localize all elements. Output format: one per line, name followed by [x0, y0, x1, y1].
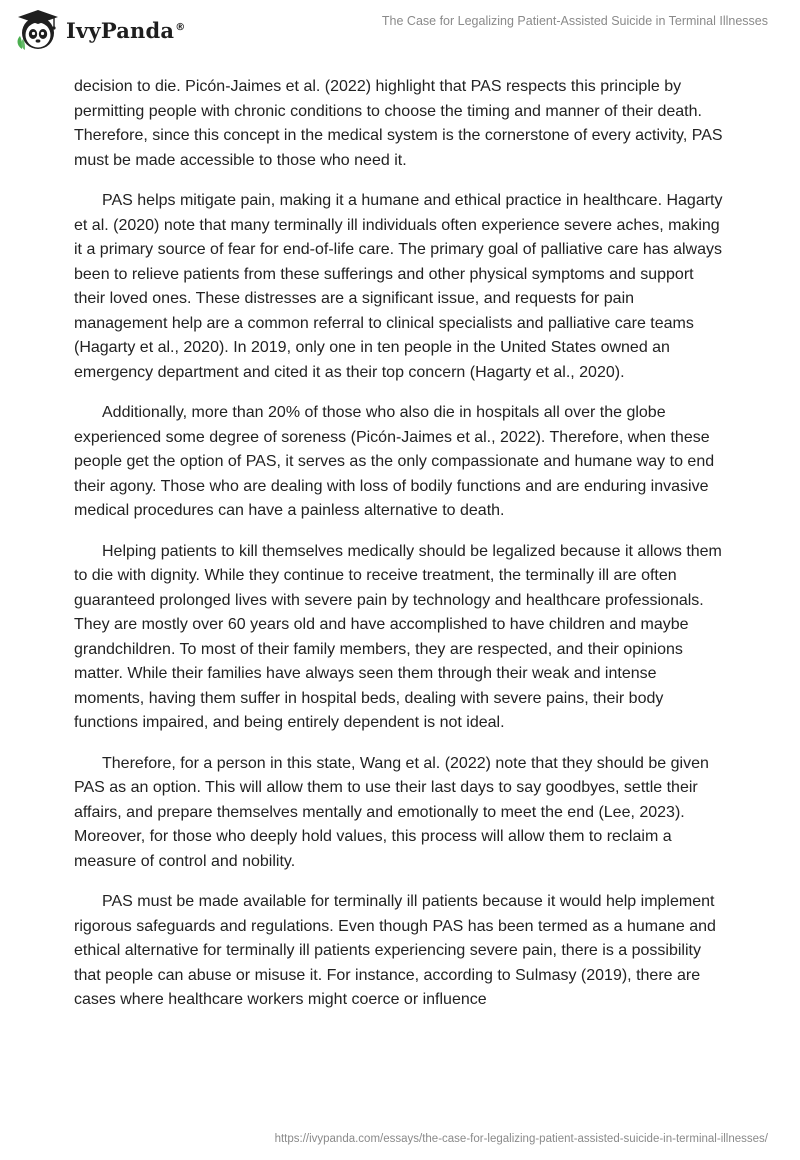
- paragraph-4: Helping patients to kill themselves medically should be legalized because it allows them to die with dignity. While they continue to receive treatment, the terminally ill are often guaranteed prolonged lives with severe pain by technology and healthcare professionals. They are mostly over 60 years old and have accomplished to have children and maybe grandchildren. To most of their family members, they are respected, and their opinions matter. While their families have always seen them through their weak and intense moments, having them suffer in hospital beds, dealing with severe pains, their body functions impaired, and being entirely dependent is not ideal.: [74, 542, 722, 731]
- panda-graduate-icon: [14, 6, 62, 54]
- paragraph-2: PAS helps mitigate pain, making it a humane and ethical practice in healthcare. Hagarty et al. (2020) note that many terminally ill individuals often experience severe aches, making it a primary source of fear for end-of-life care. The primary goal of palliative care has always been to relieve patients from these sufferings and other physical symptoms and support their loved ones. These distresses are a significant issue, and requests for pain management help are a common referral to clinical specialists and palliative care teams (Hagarty et al., 2020). In 2019, only one in ten people in the United States owned an emergency department and cited it as their top concern (Hagarty et al., 2020).: [74, 192, 723, 381]
- footer-source-url[interactable]: https://ivypanda.com/essays/the-case-for-legalizing-patient-assisted-suicide-in-terminal-illnesses/: [274, 1133, 768, 1145]
- brand-name: IvyPanda®: [66, 17, 186, 43]
- paragraph-5: Therefore, for a person in this state, Wang et al. (2022) note that they should be given PAS as an option. This will allow them to use their last days to say goodbyes, settle their affairs, and prepare themselves mentally and emotionally to meet the end (Lee, 2023). Moreover, for those who deeply hold values, this process will allow them to reclaim a measure of control and nobility.: [74, 754, 709, 870]
- paragraph-3: Additionally, more than 20% of those who also die in hospitals all over the globe experienced some degree of soreness (Picón-Jaimes et al., 2022). Therefore, when these people get the option of PAS, it serves as the only compassionate and humane way to end their agony. Those who are dealing with loss of bodily functions and are enduring invasive medical procedures can have a painless alternative to death.: [74, 404, 715, 519]
- document-title: The Case for Legalizing Patient-Assisted Suicide in Terminal Illnesses: [381, 14, 768, 28]
- page-header: [0, 0, 800, 64]
- ivypanda-logo[interactable]: [14, 6, 185, 54]
- paragraph-1: decision to die. Picón-Jaimes et al. (2022) highlight that PAS respects this principle by permitting people with chronic conditions to choose the timing and manner of their death. Therefore, since this concept in the medical system is the cornerstone of every activity, PAS must be made accessible to those who need it.: [74, 78, 723, 169]
- paragraph-6: PAS must be made available for terminally ill patients because it would help implement rigorous safeguards and regulations. Even though PAS has been termed as a humane and ethical alternative for terminally ill patients experiencing severe pain, there is a possibility that people can abuse or misuse it. For instance, according to Sulmasy (2019), there are cases where healthcare workers might coerce or influence: [74, 893, 716, 1008]
- essay-body: [74, 75, 728, 1029]
